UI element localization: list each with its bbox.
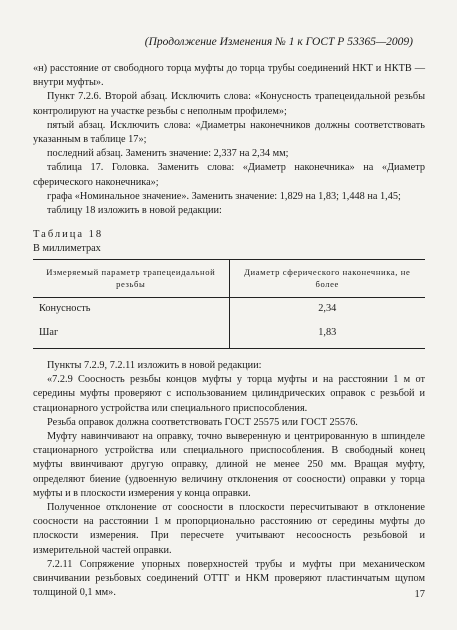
spacer: [33, 349, 425, 359]
table-18: [33, 259, 425, 349]
paragraph: Резьба оправок должна соответствовать ГОСТ 25575 или ГОСТ 25576.: [47, 416, 358, 428]
paragraph: таблица 17. Головка. Заменить слова: «Диаметр наконечника» на «Диаметр сферического наконечника»;: [33, 162, 425, 188]
table-row: [33, 297, 425, 322]
table-cell-value: 2,34: [318, 302, 337, 314]
paragraph: Пункты 7.2.9, 7.2.11 изложить в новой редакции:: [47, 360, 262, 372]
table-cell-parameter: Конусность: [33, 297, 229, 322]
table-cell-parameter: Шаг: [33, 322, 229, 349]
table-row: [33, 322, 425, 349]
paragraph: «7.2.9 Соосность резьбы концов муфты у торца муфты и на расстоянии 1 м от середины муфты проверяют с использованием цилиндрических оправок с резьбой и стационарного устройства или специального приспособления.: [33, 374, 425, 414]
paragraph: графа «Номинальное значение». Заменить значение: 1,829 на 1,83; 1,448 на 1,45;: [47, 190, 401, 202]
column-header-parameter: Измеряемый параметр трапецеидальной резьбы: [33, 259, 229, 297]
page-header: (Продолжение Изменения № 1 к ГОСТ Р 53365—2009): [144, 36, 413, 48]
paragraph: «н) расстояние от свободного торца муфты до торца трубы соединений НКТ и НКТВ — внутри муфты».: [33, 63, 425, 89]
paragraph: 7.2.11 Сопряжение упорных поверхностей трубы и муфты при механическом свинчивании резьбовых соединений ОТТГ и НКМ проверяют пластинчатым щупом толщиной 0,1 мм».: [33, 558, 425, 599]
paragraph: таблицу 18 изложить в новой редакции:: [47, 205, 222, 217]
paragraph: Полученное отклонение от соосности в плоскости пересчитывают в отклонение соосности на расстоянии 1 м пропорционально расстоянию от середины муфты до плоскости измерения. При пересчете учитывают несоосность резьбовой и измерительной частей оправки.: [33, 502, 425, 556]
document-body: [33, 62, 425, 601]
column-header-diameter: Диаметр сферического наконечника, не более: [229, 259, 425, 297]
paragraph: Пункт 7.2.6. Второй абзац. Исключить слова: «Конусность трапецеидальной резьбы контролируют на участке резьбы с неполным профилем»;: [33, 91, 425, 117]
page-number: 17: [414, 589, 425, 600]
paragraph: последний абзац. Заменить значение: 2,337 на 2,34 мм;: [47, 148, 289, 160]
spacer: [33, 218, 425, 228]
table-units: В миллиметрах: [33, 243, 101, 255]
table-cell-value: 1,83: [229, 322, 425, 349]
paragraph: пятый абзац. Исключить слова: «Диаметры наконечников должны соответствовать указанным в таблице 17»;: [33, 119, 425, 146]
paragraph: Муфту навинчивают на оправку, точно выверенную и центрированную в шпинделе стационарного устройства или специального приспособления. В свободный конец муфты ввинчивают другую оправку, длиной не менее 250 мм. Вращая муфту, определяют биение (удвоенную величину отклонения от соосности) оправки у торца муфты и в плоскости измерения у конца оправки.: [33, 431, 425, 499]
table-header-row: [33, 259, 425, 297]
table-caption: Таблица 18: [33, 229, 104, 241]
